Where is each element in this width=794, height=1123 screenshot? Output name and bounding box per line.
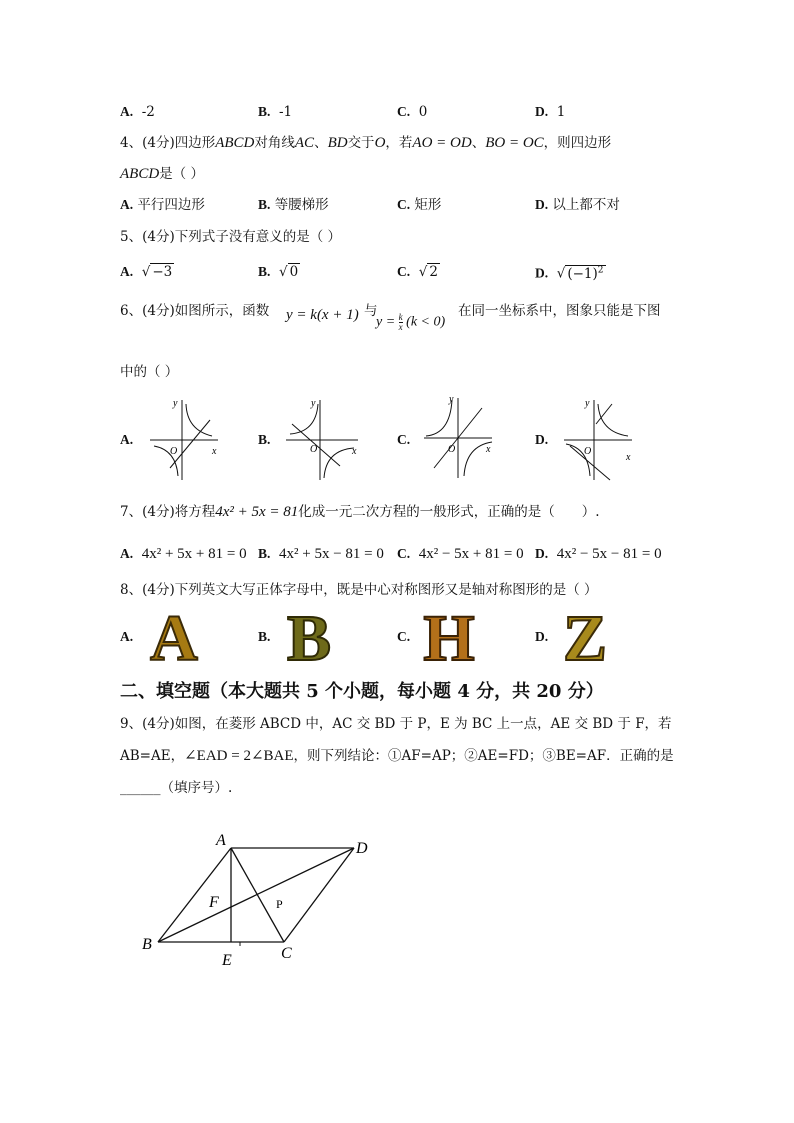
q6-option-b-label: B.	[258, 432, 271, 447]
svg-text:P: P	[276, 897, 283, 911]
q5-option-a: A. √ −3	[120, 264, 173, 280]
q8-option-d-label: D.	[535, 629, 549, 644]
q8-stem: 8、(4分)下列英文大写正体字母中，既是中心对称图形又是轴对称图形的是（ ）	[120, 582, 598, 598]
svg-text:A: A	[216, 832, 226, 849]
rhombus-figure	[130, 825, 380, 975]
q5-option-d: D. √ $(-1)^2$	[535, 265, 604, 282]
svg-text:Z: Z	[562, 606, 608, 664]
q6-graph-b	[282, 394, 366, 484]
q3-option-d: D. 1	[535, 104, 566, 120]
q3-option-b: B. -1	[258, 104, 293, 120]
svg-text:O: O	[584, 446, 592, 457]
svg-text:D: D	[356, 840, 368, 857]
q6-formula-1: y = k(x + 1)	[286, 307, 359, 323]
q4-option-a: A. 平行四边形	[120, 197, 205, 213]
svg-text:B: B	[142, 936, 152, 953]
sqrt-icon: √	[418, 264, 428, 280]
q8-option-b-label: B.	[258, 629, 271, 644]
svg-text:F: F	[209, 894, 219, 911]
svg-text:y: y	[449, 394, 454, 405]
q3-option-c: C. 0	[397, 104, 428, 120]
svg-text:A: A	[150, 606, 198, 664]
svg-text:x: x	[212, 446, 217, 457]
svg-text:O: O	[310, 444, 318, 455]
svg-text:y: y	[585, 398, 590, 409]
q7-option-a: A. 4x² + 5x + 81 = 0	[120, 546, 247, 562]
letter-h-image	[420, 606, 478, 664]
q9-stem-line2: AB=AE，∠EAD = 2∠BAE，则下列结论：①AF=AP；②AE=FD；③BE=AF．正确的是	[120, 748, 674, 764]
svg-text:O: O	[448, 444, 456, 455]
q6-formula-2: y = $\frac{k}{x}$ (k < 0)	[376, 312, 446, 332]
sqrt-icon: √	[141, 264, 151, 280]
sqrt-icon: √	[556, 265, 566, 282]
svg-text:H: H	[423, 606, 475, 664]
q6-option-c-label: C.	[397, 432, 411, 447]
q5-option-b: B. √ 0	[258, 264, 299, 280]
section-2-title: 二、填空题（本大题共 5 个小题，每小题 4 分，共 20 分）	[120, 681, 604, 702]
q5-stem: 5、(4分)下列式子没有意义的是（ ）	[120, 229, 342, 245]
svg-text:B: B	[286, 606, 332, 664]
q8-option-a-label: A.	[120, 629, 134, 644]
q6-stem-cont: 在同一坐标系中，图象只能是下图	[458, 303, 661, 319]
svg-text:x: x	[626, 452, 631, 463]
svg-text:y: y	[311, 398, 316, 409]
q9-stem-line3: ______（填序号）.	[120, 780, 233, 796]
q6-graph-c	[420, 392, 500, 482]
q6-graph-d	[560, 394, 640, 484]
q3-option-a: A. -2	[120, 104, 155, 120]
svg-text:E: E	[222, 952, 232, 969]
answer-blank: ______	[120, 780, 161, 796]
q6-stem: 6、(4分)如图所示，函数	[120, 303, 270, 319]
svg-text:O: O	[170, 446, 178, 457]
q6-option-d-label: D.	[535, 432, 549, 447]
q6-graph-a	[146, 394, 226, 484]
q9-stem: 9、(4分)如图，在菱形 ABCD 中，AC 交 BD 于 P，E 为 BC 上一点，AE 交 BD 于 F，若	[120, 716, 672, 732]
q4-option-d: D. 以上都不对	[535, 197, 620, 213]
svg-text:x: x	[486, 444, 491, 455]
svg-text:C: C	[281, 945, 292, 962]
q7-option-b: B. 4x² + 5x − 81 = 0	[258, 546, 384, 562]
letter-b-image	[280, 606, 338, 664]
q7-stem: 7、(4分)将方程4x² + 5x = 81化成一元二次方程的一般形式，正确的是（ ）.	[120, 504, 600, 520]
q6-option-a-label: A.	[120, 432, 134, 447]
q4-option-b: B. 等腰梯形	[258, 197, 329, 213]
svg-text:y: y	[173, 398, 178, 409]
q4-stem: 4、(4分)四边形ABCD对角线AC、BD交于O，若AO = OD、BO = OC，则四边形	[120, 135, 612, 151]
q4-option-c: C. 矩形	[397, 197, 442, 213]
q7-option-c: C. 4x² − 5x + 81 = 0	[397, 546, 524, 562]
q4-stem-cont: ABCD是（ ）	[120, 166, 204, 182]
q5-option-c: C. √ 2	[397, 264, 438, 280]
q6-stem-end: 中的（ ）	[120, 364, 179, 380]
q8-option-c-label: C.	[397, 629, 411, 644]
q6-stem-with: 与	[364, 303, 378, 319]
q7-option-d: D. 4x² − 5x − 81 = 0	[535, 546, 662, 562]
svg-text:x: x	[352, 446, 357, 457]
letter-z-image	[556, 606, 614, 664]
sqrt-icon: √	[278, 264, 288, 280]
letter-a-image	[145, 606, 203, 664]
